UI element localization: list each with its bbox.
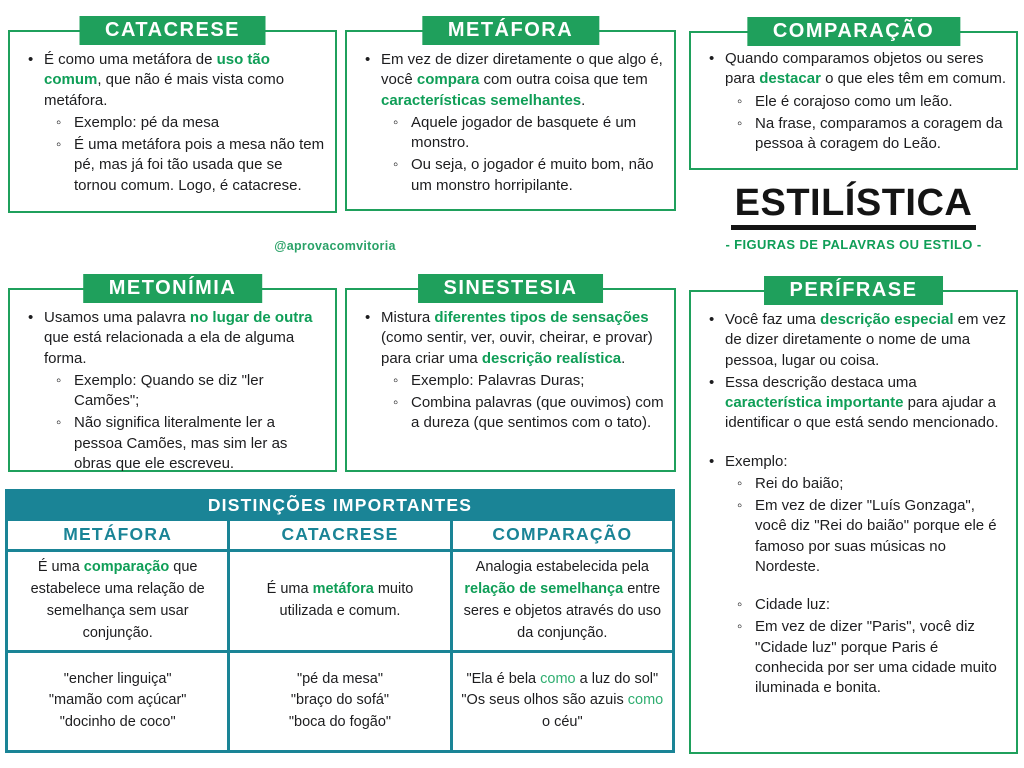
bullet-item [699, 452, 1006, 472]
text-segment: Em vez de dizer diretamente o que algo é, você [381, 51, 663, 89]
text-segment: "encher linguiça" [63, 670, 172, 687]
bullet-item [699, 496, 1006, 577]
text-segment: . [581, 91, 586, 109]
text-segment: Usamos uma palavra [44, 309, 190, 326]
text-segment: comparação [83, 559, 170, 576]
box-body [347, 32, 674, 206]
table-cell-line [289, 712, 391, 734]
text-segment: Rei do baião; [755, 474, 844, 492]
table-cell [453, 552, 672, 650]
text-segment: que está relacionada a ela de alguma forma. [44, 329, 295, 367]
text-segment: descrição especial [820, 311, 954, 328]
bullet-item [699, 49, 1006, 90]
bullet-item [18, 413, 325, 474]
table-cell-line [466, 669, 658, 691]
box-body [691, 33, 1016, 164]
bullet-item [355, 155, 664, 196]
text-segment: o céu" [542, 714, 583, 731]
text-segment: o que eles têm em comum. [820, 70, 1006, 88]
text-segment: diferentes tipos de sensações [434, 309, 649, 326]
text-segment: Exemplo: [725, 452, 788, 470]
bullet-item [355, 393, 664, 434]
text-segment: (como sentir, ver, ouvir, cheirar, e provar) para criar uma [381, 329, 653, 367]
text-segment: "docinho de coco" [59, 714, 176, 731]
catacrese-box [8, 19, 337, 213]
table-column-header: COMPARAÇÃO [492, 524, 633, 544]
table-column-header: CATACRESE [230, 521, 452, 549]
text-segment: em vez de dizer diretamente o nome de uma pessoa, lugar ou coisa. [725, 311, 1006, 369]
box-title: PERÍFRASE [764, 276, 944, 305]
text-segment: "mamão com açúcar" [48, 692, 187, 709]
text-segment: Cidade luz: [755, 596, 831, 613]
text-segment: que estabelece uma relação de semelhança sem usar conjunção. [30, 559, 205, 641]
text-segment: "Os seus olhos são azuis [461, 692, 628, 709]
text-segment: Exemplo: Quando se diz "ler Camões"; [74, 371, 264, 409]
text-segment: Não significa literalmente ler a pessoa Camões, mas sim ler as obras que ele escreveu. [74, 414, 288, 472]
text-segment: Essa descrição destaca uma [725, 373, 917, 391]
table-cell-line [291, 690, 389, 712]
text-segment: Combina palavras (que ouvimos) com a dureza (que sentimos com o tato). [411, 394, 664, 432]
bullet-item [699, 310, 1006, 371]
box-body [10, 32, 335, 206]
text-segment: para ajudar a identificar o que está sendo mencionado. [725, 394, 999, 432]
text-segment: Você faz uma [725, 311, 821, 328]
sinestesia-box [345, 277, 676, 472]
text-segment: Ou seja, o jogador é muito bom, não um monstro horripilante. [411, 156, 654, 194]
text-segment: uso tão comum [44, 51, 270, 89]
text-segment: como [540, 670, 576, 687]
bullet-item [18, 113, 325, 133]
bullet-item [699, 617, 1006, 698]
text-segment: compara [416, 71, 480, 89]
text-segment: a luz do sol" [575, 670, 659, 687]
table-cell [453, 653, 672, 751]
table-cell-line [64, 669, 172, 691]
text-segment: É como uma metáfora de [44, 51, 217, 68]
metonimia-box [8, 277, 337, 472]
bullet-item [355, 113, 664, 154]
text-segment: Mistura [381, 309, 435, 326]
table-cell-line [297, 669, 383, 691]
box-body [10, 290, 335, 484]
text-segment: com outra coisa que tem [479, 71, 648, 89]
bullet-item [699, 474, 1006, 494]
bullet-item [355, 308, 664, 369]
bullet-item [18, 308, 325, 369]
metafora-box [345, 19, 676, 211]
box-body [347, 290, 674, 444]
text-segment: É uma metáfora pois a mesa não tem pé, mas já foi tão usada que se tornou comum. Logo, é catacrese. [74, 136, 325, 194]
text-segment: entre seres e objetos através do uso da conjunção. [463, 581, 662, 641]
table-header-row [8, 521, 672, 552]
sheet-title-block [689, 184, 1018, 252]
text-segment: relação de semelhança [464, 581, 624, 597]
text-segment: "boca do fogão" [288, 714, 392, 731]
distinctions-table [5, 489, 675, 753]
text-segment: Aquele jogador de basquete é um monstro. [411, 113, 637, 151]
author-handle: @aprovacomvitoria [274, 239, 396, 253]
text-segment: muito utilizada e comum. [279, 581, 414, 619]
bullet-item [18, 135, 325, 196]
text-segment: como [627, 692, 664, 709]
text-segment: É uma [266, 581, 313, 597]
text-segment: . [621, 349, 626, 367]
text-segment: no lugar de outra [189, 309, 313, 326]
box-title: SINESTESIA [418, 274, 604, 303]
text-segment: "pé da mesa" [296, 670, 384, 687]
table-cell-line [49, 690, 187, 712]
box-title: COMPARAÇÃO [747, 17, 960, 46]
table-cell-line [461, 690, 664, 734]
table-cell-line [60, 712, 176, 734]
table-cell [8, 653, 230, 751]
text-segment: Exemplo: pé da mesa [74, 113, 220, 131]
page-title: ESTILÍSTICA [731, 184, 977, 230]
table-body [8, 552, 672, 750]
bullet-item [699, 114, 1006, 155]
bullet-item [699, 92, 1006, 112]
perifrase-box [689, 279, 1018, 754]
box-title: METÁFORA [422, 16, 599, 45]
page-subtitle: - FIGURAS DE PALAVRAS OU ESTILO - [725, 236, 982, 252]
bullet-item [355, 371, 664, 391]
text-segment: Em vez de dizer "Paris", você diz "Cidade luz" porque Paris é conhecida por ser uma cidade muito iluminada e bonita. [755, 618, 997, 696]
box-title: CATACRESE [79, 16, 266, 45]
text-segment: descrição realística [481, 349, 622, 367]
box-title: METONÍMIA [83, 274, 263, 303]
text-segment: Na frase, comparamos a coragem da pessoa à coragem do Leão. [755, 114, 1003, 152]
text-segment: "braço do sofá" [290, 692, 390, 709]
table-column-header: METÁFORA [8, 521, 230, 549]
bullet-item [699, 373, 1006, 434]
table-title: DISTINÇÕES IMPORTANTES [8, 492, 672, 521]
text-segment: metáfora [312, 581, 374, 597]
table-cell [230, 552, 452, 650]
text-segment: Ele é corajoso como um leão. [755, 92, 953, 110]
text-segment: Exemplo: Palavras Duras; [411, 371, 585, 389]
text-segment: "Ela é bela [466, 670, 541, 687]
box-body [691, 292, 1016, 708]
bullet-item [18, 50, 325, 111]
table-row [8, 552, 672, 653]
table-cell-line [461, 557, 664, 644]
comparacao-box [689, 20, 1018, 170]
text-segment: característica importante [725, 394, 904, 411]
table-cell [8, 552, 230, 650]
table-cell-line [16, 557, 219, 644]
bullet-item [355, 50, 664, 111]
bullet-item [699, 595, 1006, 615]
text-segment: , que não é mais vista como metáfora. [44, 71, 285, 109]
table-cell [230, 653, 452, 751]
text-segment: Quando comparamos objetos ou seres para [725, 50, 984, 88]
text-segment: Em vez de dizer "Luís Gonzaga", você diz "Rei do baião" porque ele é famoso por suas músicas no Nordeste. [755, 497, 997, 575]
text-segment: destacar [759, 70, 821, 88]
table-row [8, 653, 672, 751]
table-cell-line [238, 579, 441, 623]
bullet-item [18, 371, 325, 412]
text-segment: Analogia estabelecida pela [475, 559, 649, 576]
text-segment: É uma [37, 559, 84, 576]
text-segment: características semelhantes [381, 91, 582, 109]
